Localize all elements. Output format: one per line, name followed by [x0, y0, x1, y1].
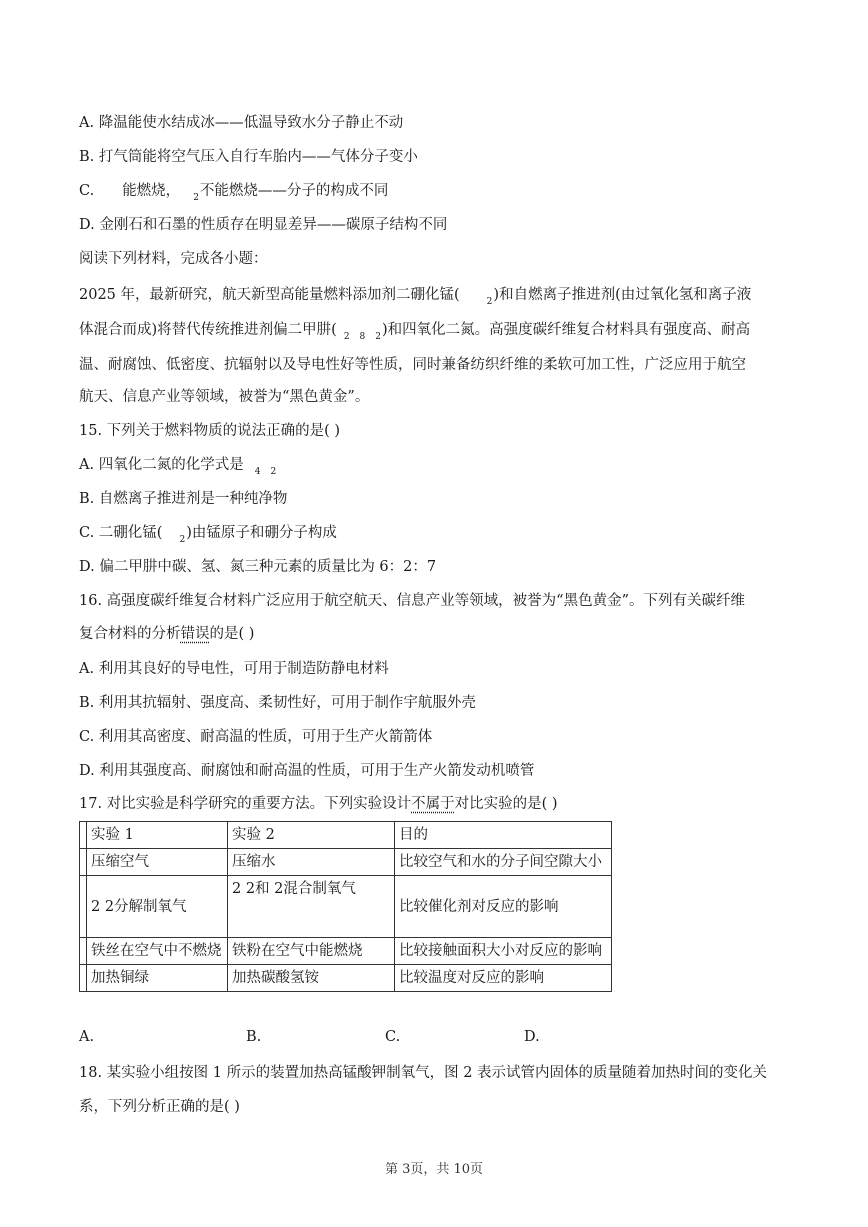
q16-stem-line-2: 复合材料的分析错误的是( ) — [79, 626, 255, 642]
q16-option-b: B. 利用其抗辐射、强度高、柔韧性好，可用于制作宇航服外壳 — [79, 695, 476, 711]
reading-paragraph-line-4: 航天、信息产业等领域，被誉为“黑色黄金”。 — [79, 389, 370, 405]
table-cell: 比较催化剂对反应的影响 — [395, 876, 612, 938]
q17-stem: 17. 对比实验是科学研究的重要方法。下列实验设计不属于对比实验的是( ) — [79, 796, 558, 812]
q17-option-a: A. — [79, 1029, 95, 1045]
reading-paragraph-line-2: 体混合而成)将替代传统推进剂偏二甲肼( $_2$ $_8$ $_2$)和四氧化二氮。高强度碳纤维复合材料具有强度高、耐高 — [79, 322, 751, 342]
table-cell: 2 2和 2混合制氧气 — [228, 876, 395, 938]
table-cell: 加热碳酸氢铵 — [228, 965, 395, 992]
q18-stem-line-2: 系，下列分析正确的是( ) — [79, 1099, 240, 1115]
table-header-cell: 目的 — [395, 822, 612, 849]
table-header-cell: 实验 2 — [228, 822, 395, 849]
table-row — [80, 938, 612, 965]
emphasis-mark: 不属于 — [411, 796, 455, 812]
table-cell: 压缩空气 — [87, 849, 228, 876]
q15-option-d: D. 偏二甲肼中碳、氢、氮三种元素的质量比为 6：2：7 — [79, 559, 437, 575]
table-cell: 比较温度对反应的影响 — [395, 965, 612, 992]
q14-option-c: C. 能燃烧， $_2$不能燃烧——分子的构成不同 — [79, 183, 389, 203]
q16-stem-line-1: 16. 高强度碳纤维复合材料广泛应用于航空航天、信息产业等领域，被誉为“黑色黄金”。下列有关碳纤维 — [79, 593, 745, 609]
table-cell: 加热铜绿 — [87, 965, 228, 992]
table-cell: 压缩水 — [228, 849, 395, 876]
table-row — [80, 876, 612, 938]
q14-option-d: D. 金刚石和石墨的性质存在明显差异——碳原子结构不同 — [79, 217, 448, 233]
emphasis-mark: 错误 — [180, 626, 210, 642]
table-cell: 比较空气和水的分子间空隙大小 — [395, 849, 612, 876]
page-footer: 第 3页，共 10页 — [384, 1162, 484, 1177]
table-cell: 2 2分解制氧气 — [87, 876, 228, 938]
q17-option-d: D. — [524, 1029, 540, 1045]
q17-option-c: C. — [385, 1029, 401, 1045]
table-cell: 比较接触面积大小对反应的影响 — [395, 938, 612, 965]
q14-option-b: B. 打气筒能将空气压入自行车胎内——气体分子变小 — [79, 149, 418, 165]
q16-option-c: C. 利用其高密度、耐高温的性质，可用于生产火箭箭体 — [79, 729, 433, 745]
q16-option-d: D. 利用其强度高、耐腐蚀和耐高温的性质，可用于生产火箭发动机喷管 — [79, 763, 535, 779]
table-row — [80, 965, 612, 992]
table-row — [80, 849, 612, 876]
reading-paragraph-line-1: 2025 年，最新研究，航天新型高能量燃料添加剂二硼化锰( $_2$)和自燃离子推进剂(由过氧化氢和离子液 — [79, 287, 752, 307]
experiment-table — [79, 821, 612, 992]
table-header-cell: 实验 1 — [87, 822, 228, 849]
table-header-row — [80, 822, 612, 849]
q15-stem: 15. 下列关于燃料物质的说法正确的是( ) — [79, 423, 341, 439]
q15-option-b: B. 自燃离子推进剂是一种纯净物 — [79, 491, 288, 507]
reading-paragraph-line-3: 温、耐腐蚀、低密度、抗辐射以及导电性好等性质，同时兼备纺织纤维的柔软可加工性，广泛应用于航空 — [79, 357, 746, 373]
q15-option-a: A. 四氧化二氮的化学式是 $_4$ $_2$ — [79, 457, 277, 477]
q15-option-c: C. 二硼化锰( $_2$)由锰原子和硼分子构成 — [79, 525, 337, 545]
table-cell: 铁丝在空气中不燃烧 — [87, 938, 228, 965]
table-cell: 铁粉在空气中能燃烧 — [228, 938, 395, 965]
q14-option-c-label: C. — [79, 183, 95, 199]
q18-stem-line-1: 18. 某实验小组按图 1 所示的装置加热高锰酸钾制氧气，图 2 表示试管内固体的质量随着加热时间的变化关 — [79, 1065, 768, 1081]
q16-option-a: A. 利用其良好的导电性，可用于制造防静电材料 — [79, 661, 389, 677]
q17-option-b: B. — [246, 1029, 262, 1045]
q14-option-a: A. 降温能使水结成冰——低温导致水分子静止不动 — [79, 115, 404, 131]
reading-intro: 阅读下列材料，完成各小题： — [79, 251, 268, 267]
